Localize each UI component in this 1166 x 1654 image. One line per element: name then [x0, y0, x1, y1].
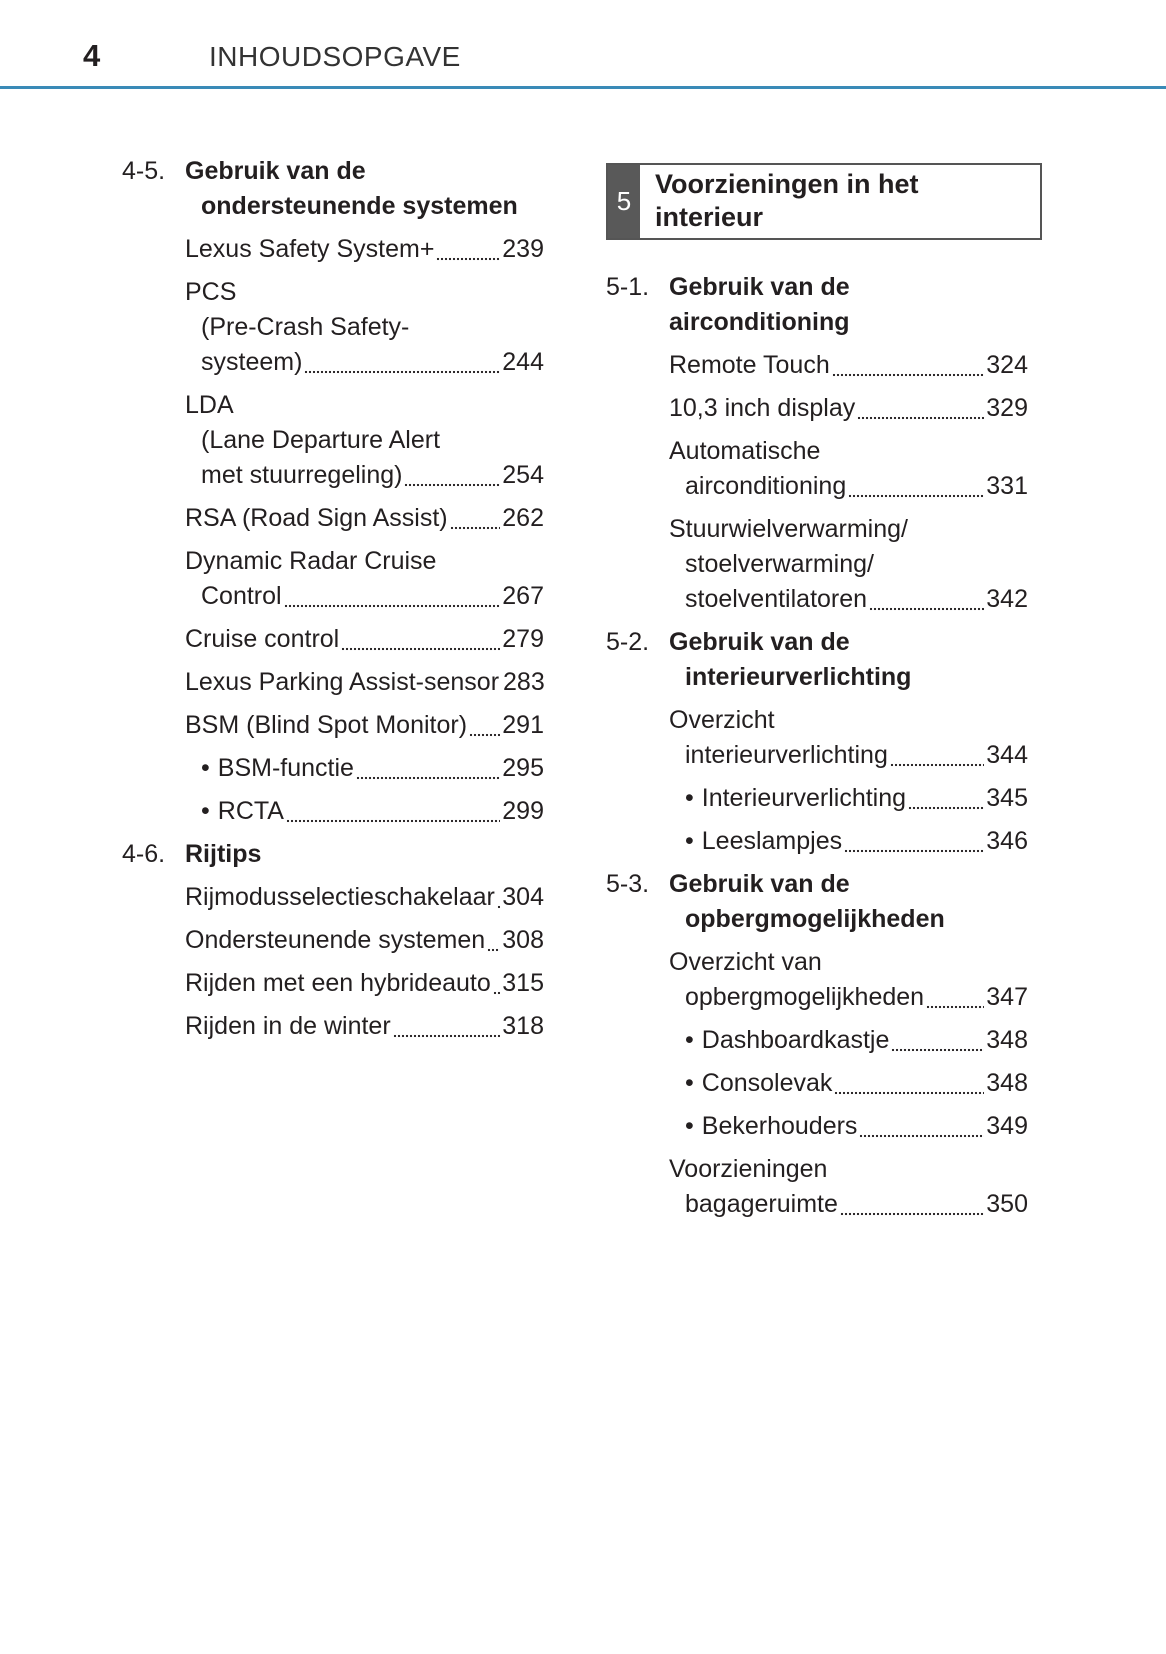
toc-page-number: 244: [502, 348, 544, 376]
toc-entry-label: • BSM-functie: [201, 754, 354, 782]
toc-entry-line: [185, 501, 544, 536]
chapter-header-box: [606, 163, 1042, 240]
dot-leader: [908, 804, 984, 810]
toc-entry-text: PCS: [185, 278, 237, 306]
toc-entry: [606, 434, 1028, 504]
toc-page-number: 262: [502, 504, 544, 532]
toc-entry-line: [185, 579, 544, 614]
toc-entry-label: Rijden met een hybrideauto: [185, 969, 491, 997]
toc-page-number: 283: [503, 668, 545, 696]
bullet-icon: •: [201, 797, 210, 825]
dot-leader: [890, 761, 984, 767]
section-title-line1: Gebruik van de: [669, 628, 850, 656]
toc-entry-line: [185, 1009, 544, 1044]
toc-entry-label: airconditioning: [685, 472, 847, 500]
toc-entry-label: Control: [201, 582, 282, 610]
dot-leader: [848, 492, 984, 498]
dot-leader: [869, 605, 984, 611]
toc-entry-line: [669, 391, 1028, 426]
section-heading-5-2: [606, 625, 1028, 695]
section-title-line1: Gebruik van de airconditioning: [669, 273, 850, 336]
page-title: INHOUDSOPGAVE: [209, 41, 461, 72]
toc-page-number: 315: [502, 969, 544, 997]
toc-page-number: 350: [986, 1190, 1028, 1218]
toc-entry: [606, 1152, 1028, 1222]
toc-subentry: [606, 1109, 1028, 1144]
toc-entry-line: [185, 794, 544, 829]
toc-entry: [122, 275, 544, 380]
toc-entry-label: Ondersteunende systemen: [185, 926, 486, 954]
toc-entry-label: opbergmogelijkheden: [685, 983, 925, 1011]
header-divider: [0, 86, 1166, 89]
toc-entry-label: Remote Touch: [669, 351, 830, 379]
toc-entry-line: [185, 751, 544, 786]
section-title-line2: opbergmogelijkheden: [685, 905, 945, 933]
section-number: 4-6.: [122, 840, 166, 868]
section-title-line1: Gebruik van de: [669, 870, 850, 898]
toc-entry-line: [185, 458, 544, 493]
toc-entry-label: • Consolevak: [685, 1069, 833, 1097]
page-header: [0, 0, 1166, 92]
toc-entry-line: [185, 708, 544, 743]
toc-entry-line: [669, 980, 1028, 1015]
toc-entry: [122, 1009, 544, 1044]
toc-subentry: [606, 1023, 1028, 1058]
toc-entry-label: Rijmodusselectieschakelaar: [185, 883, 495, 911]
toc-page-number: 295: [502, 754, 544, 782]
toc-entry-label: 10,3 inch display: [669, 394, 856, 422]
toc-entry-text: Overzicht: [669, 706, 775, 734]
toc-entry-line: [669, 1109, 1028, 1144]
section-title-line2: interieurverlichting: [685, 663, 912, 691]
toc-page-number: 324: [986, 351, 1028, 379]
toc-entry-label: interieurverlichting: [685, 741, 888, 769]
chapter-title: [655, 168, 919, 234]
toc-entry-label: bagageruimte: [685, 1190, 838, 1218]
section-heading-4-6: [122, 837, 544, 872]
toc-entry: [122, 923, 544, 958]
dot-leader: [393, 1032, 501, 1038]
toc-entry: [606, 391, 1028, 426]
dot-leader: [859, 1132, 984, 1138]
toc-entry-label: Rijden in de winter: [185, 1012, 391, 1040]
toc-entry: [122, 232, 544, 267]
toc-entry-line: [669, 1187, 1028, 1222]
toc-entry-label: • Interieurverlichting: [685, 784, 907, 812]
toc-entry-line: [185, 966, 544, 1001]
section-title-line1: Gebruik van de: [185, 157, 366, 185]
toc-entry-label: • Dashboardkastje: [685, 1026, 890, 1054]
toc-entry-text: (Pre-Crash Safety-: [201, 313, 410, 341]
toc-subentry: [606, 1066, 1028, 1101]
toc-entry-label: RSA (Road Sign Assist): [185, 504, 448, 532]
chapter-title-line1: Voorzieningen in het: [655, 169, 919, 199]
toc-entry: [606, 512, 1028, 617]
toc-page-number: 329: [986, 394, 1028, 422]
toc-subentry: [606, 824, 1028, 859]
toc-page-number: 348: [986, 1026, 1028, 1054]
toc-page-number: 346: [986, 827, 1028, 855]
section-heading-4-5: [122, 154, 544, 224]
toc-entry-line: [669, 469, 1028, 504]
toc-entry-label: • RCTA: [201, 797, 284, 825]
dot-leader: [926, 1003, 984, 1009]
toc-entry-label: Cruise control: [185, 625, 340, 653]
toc-entry-text: Dynamic Radar Cruise: [185, 547, 437, 575]
toc-entry-line: [669, 1066, 1028, 1101]
toc-page-number: 344: [986, 741, 1028, 769]
section-title-line1: Rijtips: [185, 840, 262, 868]
dot-leader: [840, 1210, 984, 1216]
toc-page-number: 348: [986, 1069, 1028, 1097]
dot-leader: [286, 817, 500, 823]
toc-entry: [122, 388, 544, 493]
toc-entry: [122, 966, 544, 1001]
toc-page-number: 239: [502, 235, 544, 263]
dot-leader: [487, 946, 500, 952]
dot-leader: [356, 774, 500, 780]
toc-entry-text: Stuurwielverwarming/: [669, 515, 908, 543]
dot-leader: [469, 731, 500, 737]
toc-right-column: [606, 270, 1028, 1230]
toc-entry-text: Voorzieningen: [669, 1155, 828, 1183]
toc-entry-line: [669, 348, 1028, 383]
toc-left-column: [122, 154, 544, 1052]
dot-leader: [284, 602, 501, 608]
toc-entry-line: [185, 622, 544, 657]
toc-entry-label: • Leeslampjes: [685, 827, 843, 855]
toc-entry-label: systeem): [201, 348, 303, 376]
section-number: 5-3.: [606, 870, 650, 898]
toc-page-number: 349: [986, 1112, 1028, 1140]
toc-entry: [122, 708, 544, 743]
toc-page-number: 279: [502, 625, 544, 653]
section-title-line2: ondersteunende systemen: [201, 192, 518, 220]
toc-entry-line: [185, 923, 544, 958]
toc-subentry: [606, 781, 1028, 816]
toc-entry: [606, 945, 1028, 1015]
toc-entry-line: [669, 824, 1028, 859]
toc-entry: [606, 703, 1028, 773]
toc-entry-text: Overzicht van: [669, 948, 822, 976]
dot-leader: [493, 989, 501, 995]
toc-entry-text: Automatische: [669, 437, 821, 465]
toc-page-number: 299: [502, 797, 544, 825]
dot-leader: [834, 1089, 984, 1095]
toc-page-number: 291: [502, 711, 544, 739]
toc-page-number: 267: [502, 582, 544, 610]
chapter-title-line2: interieur: [655, 202, 764, 232]
toc-page-number: 304: [502, 883, 544, 911]
toc-entry: [122, 501, 544, 536]
toc-page-number: 331: [986, 472, 1028, 500]
section-heading-5-1: [606, 270, 1028, 340]
toc-entry-label: BSM (Blind Spot Monitor): [185, 711, 468, 739]
toc-entry-text: stoelverwarming/: [685, 550, 874, 578]
toc-page-number: 254: [502, 461, 544, 489]
section-heading-5-3: [606, 867, 1028, 937]
toc-entry-line: [185, 345, 544, 380]
toc-entry-label: met stuurregeling): [201, 461, 403, 489]
dot-leader: [497, 903, 500, 909]
toc-subentry: [122, 751, 544, 786]
toc-entry-line: [669, 582, 1028, 617]
dot-leader: [450, 524, 501, 530]
toc-entry-line: [185, 232, 544, 267]
bullet-icon: •: [201, 754, 210, 782]
dot-leader: [404, 481, 500, 487]
dot-leader: [891, 1046, 984, 1052]
toc-entry-label: Lexus Safety System+: [185, 235, 435, 263]
toc-entry: [122, 880, 544, 915]
chapter-number: 5: [608, 165, 640, 238]
section-number: 5-2.: [606, 628, 650, 656]
toc-page-number: 308: [502, 926, 544, 954]
toc-entry-label: Lexus Parking Assist-sensor: [185, 668, 500, 696]
bullet-icon: •: [685, 1112, 694, 1140]
toc-entry: [122, 544, 544, 614]
toc-entry-label: stoelventilatoren: [685, 585, 868, 613]
toc-entry-line: [669, 781, 1028, 816]
toc-page-number: 345: [986, 784, 1028, 812]
bullet-icon: •: [685, 1069, 694, 1097]
bullet-icon: •: [685, 784, 694, 812]
page-number: 4: [83, 38, 101, 73]
bullet-icon: •: [685, 827, 694, 855]
section-number: 4-5.: [122, 157, 166, 185]
toc-entry-text: LDA: [185, 391, 234, 419]
section-number: 5-1.: [606, 273, 650, 301]
toc-entry-line: [185, 665, 544, 700]
toc-page-number: 347: [986, 983, 1028, 1011]
toc-page-number: 342: [986, 585, 1028, 613]
dot-leader: [857, 414, 984, 420]
toc-entry: [606, 348, 1028, 383]
toc-entry-line: [669, 738, 1028, 773]
toc-entry-line: [185, 880, 544, 915]
toc-entry-label: • Bekerhouders: [685, 1112, 858, 1140]
toc-entry: [122, 665, 544, 700]
bullet-icon: •: [685, 1026, 694, 1054]
dot-leader: [832, 371, 985, 377]
toc-entry-line: [669, 1023, 1028, 1058]
toc-entry-text: (Lane Departure Alert: [201, 426, 441, 454]
dot-leader: [844, 847, 984, 853]
toc-page-number: 318: [502, 1012, 544, 1040]
dot-leader: [341, 645, 500, 651]
toc-subentry: [122, 794, 544, 829]
toc-entry: [122, 622, 544, 657]
dot-leader: [436, 255, 500, 261]
dot-leader: [304, 368, 500, 374]
